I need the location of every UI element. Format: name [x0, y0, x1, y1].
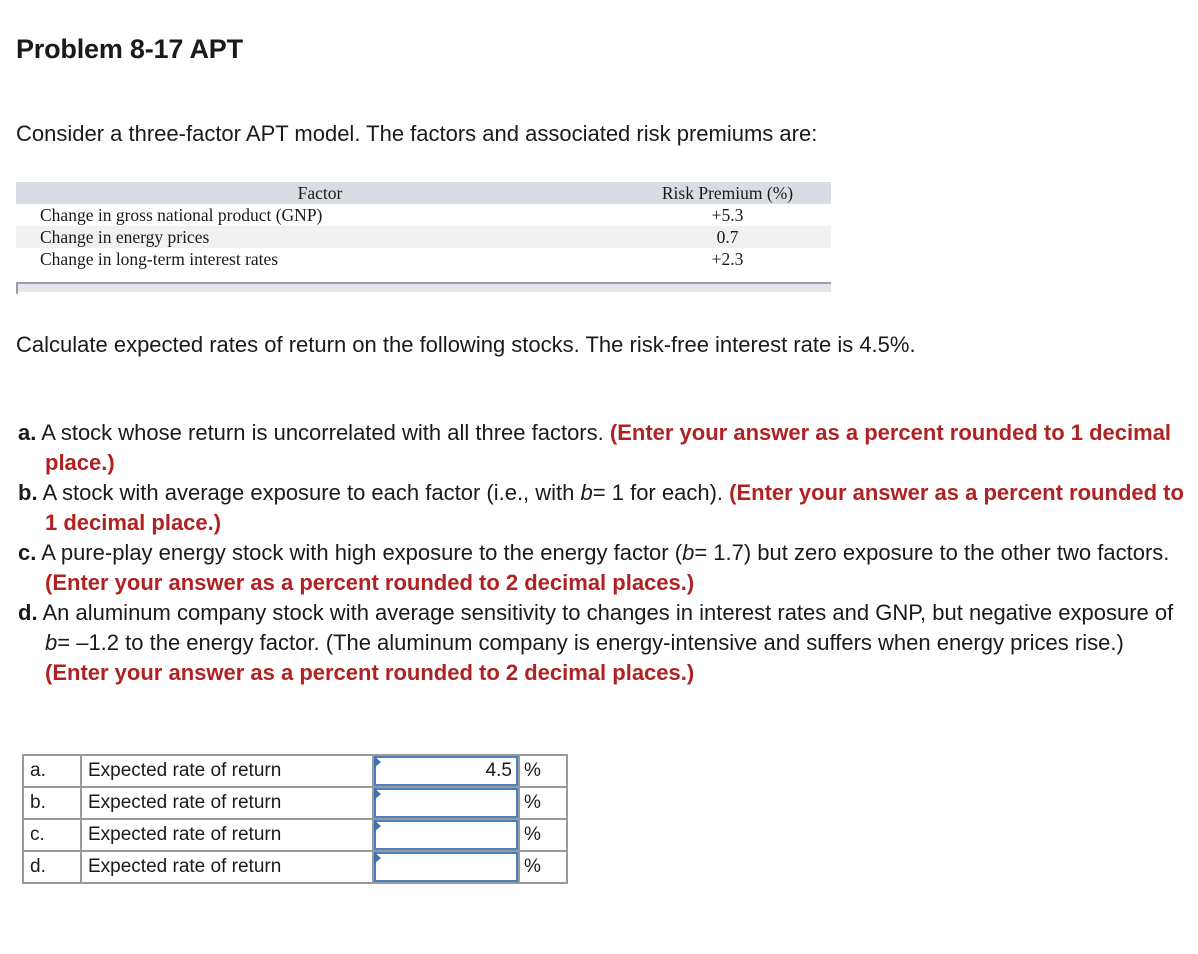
question-list [18, 418, 1188, 688]
question-text: = 1 for each). [592, 480, 724, 505]
answer-hint: (Enter your answer as a percent rounded to 2 decimal places.) [45, 660, 695, 685]
answer-input-d[interactable] [374, 852, 518, 882]
answer-cell [373, 851, 519, 883]
answer-hint: (Enter your answer as a percent rounded to 1 decimal place.) [45, 480, 1184, 535]
answer-hint: (Enter your answer as a percent rounded to 1 decimal place.) [45, 420, 1172, 475]
question-text: = –1.2 to the energy factor. (The aluminum company is energy-intensive and suffers when energy prices rise.) [57, 630, 1124, 655]
answer-input-b[interactable] [374, 788, 518, 818]
answer-input-a[interactable] [374, 756, 518, 786]
question-text: A stock whose return is uncorrelated with all three factors. [41, 420, 604, 445]
question-text: A stock with average exposure to each factor (i.e., with [42, 480, 575, 505]
question-c [18, 538, 1188, 598]
answer-label: Expected rate of return [81, 787, 373, 819]
question-letter: c. [18, 540, 37, 565]
problem-title: Problem 8-17 APT [16, 34, 243, 64]
table-footer-bar [16, 282, 831, 292]
percent-unit: % [519, 819, 567, 851]
answer-label: Expected rate of return [81, 755, 373, 787]
beta-symbol: b [45, 630, 58, 655]
percent-unit: % [519, 755, 567, 787]
beta-symbol: b [580, 480, 593, 505]
answer-cell [373, 819, 519, 851]
factor-header: Factor [297, 183, 343, 203]
answer-letter: a. [23, 755, 81, 787]
factor-table [16, 182, 831, 270]
percent-unit: % [519, 851, 567, 883]
factor-table-header [16, 182, 831, 204]
answer-row-b [23, 787, 567, 819]
answer-letter: b. [23, 787, 81, 819]
factor-row [16, 204, 831, 226]
question-letter: b. [18, 480, 38, 505]
factor-premium: +2.3 [711, 249, 744, 269]
answer-hint: (Enter your answer as a percent rounded to 2 decimal places.) [45, 570, 695, 595]
premium-header: Risk Premium (%) [661, 183, 794, 203]
answer-row-d [23, 851, 567, 883]
question-text: A pure-play energy stock with high exposure to the energy factor ( [41, 540, 683, 565]
question-letter: a. [18, 420, 37, 445]
instructions-text: Calculate expected rates of return on the following stocks. The risk-free interest rate is 4.5%. [16, 332, 916, 357]
answer-input-c[interactable] [374, 820, 518, 850]
factor-name: Change in long-term interest rates [40, 249, 279, 269]
factor-row [16, 226, 831, 248]
answer-letter: d. [23, 851, 81, 883]
factor-name: Change in gross national product (GNP) [40, 205, 323, 225]
answer-label: Expected rate of return [81, 819, 373, 851]
question-d [18, 598, 1188, 688]
percent-unit: % [519, 787, 567, 819]
question-text: = 1.7) but zero exposure to the other two factors. [694, 540, 1170, 565]
question-b [18, 478, 1188, 538]
answer-row-c [23, 819, 567, 851]
answer-table [22, 754, 568, 884]
factor-premium: +5.3 [711, 205, 744, 225]
factor-name: Change in energy prices [40, 227, 210, 247]
factor-row [16, 248, 831, 270]
question-letter: d. [18, 600, 38, 625]
answer-row-a [23, 755, 567, 787]
answer-letter: c. [23, 819, 81, 851]
answer-label: Expected rate of return [81, 851, 373, 883]
table-footer-tick [16, 282, 18, 294]
beta-symbol: b [682, 540, 695, 565]
answer-cell [373, 787, 519, 819]
intro-text: Consider a three-factor APT model. The factors and associated risk premiums are: [16, 121, 818, 146]
question-a [18, 418, 1188, 478]
question-text: An aluminum company stock with average sensitivity to changes in interest rates and GNP, but negative exposure of [42, 600, 1174, 625]
answer-cell [373, 755, 519, 787]
factor-premium: 0.7 [716, 227, 739, 247]
